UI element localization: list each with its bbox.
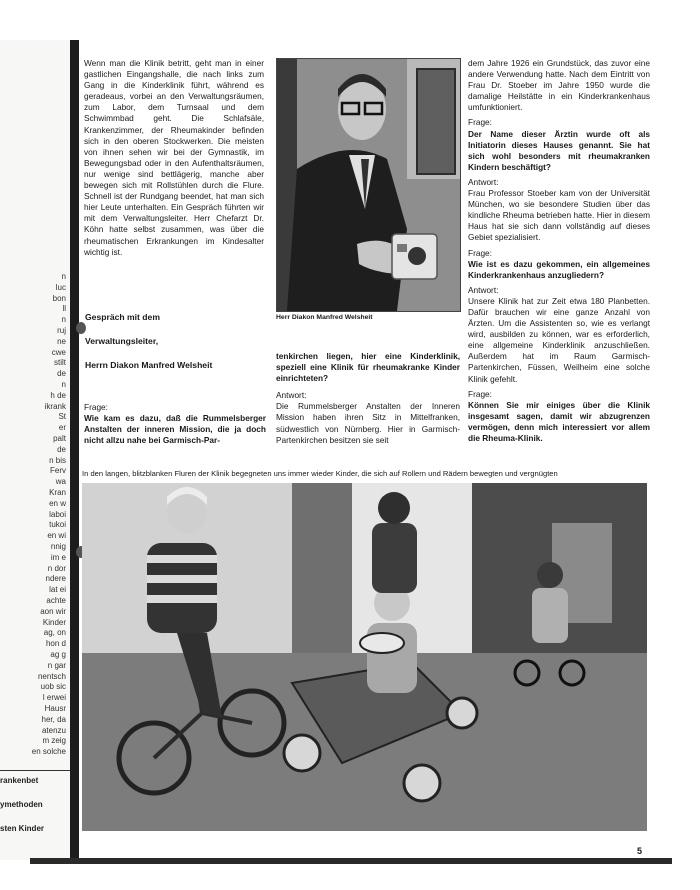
prev-page-fragment: ndere (45, 574, 66, 584)
prev-page-fragment: n gar (47, 660, 66, 670)
prev-page-fragment: ruj (57, 326, 66, 335)
children-photo (82, 483, 647, 831)
prev-page-fragment: n bis (49, 455, 66, 465)
prev-page-fragment: ag g (50, 650, 66, 659)
question-text: Können Sie mir einiges über die Klinik insgesamt sagen, damit wir abzugrenzen vermögen, denn mich interessiert vor allem die Rheuma-Klinik. (468, 399, 650, 443)
prev-page-fragment: m zeig (42, 736, 66, 746)
interview-heading (85, 312, 267, 384)
prev-page-fragment: ag, on (43, 628, 66, 638)
prev-page-fragment: n (61, 272, 66, 281)
answer-label: Antwort: (276, 390, 307, 401)
prev-page-fragment: St (58, 412, 66, 422)
prev-page-fragment: de (57, 369, 66, 379)
prev-page-fragment: tukoi (49, 520, 66, 530)
prev-page-fragment: Kinder (42, 617, 66, 627)
prev-page-fragment: wa (55, 477, 66, 487)
heading-line: Verwaltungsleiter, (85, 336, 159, 346)
heading-line: Gespräch mit dem (85, 312, 160, 322)
prev-page-fragment: luc (55, 282, 66, 292)
prev-page-fragment: en w (49, 498, 66, 508)
body-text: Wenn man die Klinik betritt, geht man in einer gastlichen Eingangshalle, die nach links zum Gang in die Kinderklinik führt, während es geradeaus, vorbei an den Verwaltungsräumen, zum Labor, dem Turnsaal und dem Schwimmbad geht. Die Schlafsäle, Krankenzimmer, der Rheumakinder befinden sich in den oberen Stockwerken. Die meisten von ihnen sehen wir bei der Gymnastik, im Bewegungsbad oder in den Aufenthaltsräumen, nur wenige sind bettlägerig, manche aber bewegen sich mit Rollstühlen durch die Flure. Schnell ist der Rundgang beendet, hat man sich hier Leute unterhalten. Ein Gespräch führten wir mit dem Verwaltungsleiter. Herr Chefarzt Dr. Köhn hatte selbst zusammen, was über die rheumatischen Erkrankungen im Kindesalter wichtig ist. (84, 58, 264, 257)
prev-page-fragment: Ferv (50, 466, 66, 476)
prev-page-fragment: n dor (47, 563, 66, 573)
portrait-caption: Herr Diakon Manfred Welsheit (276, 314, 373, 321)
question-text: Wie ist es dazu gekommen, ein allgemeines Kinderkrankenhaus anzugliedern? (468, 258, 650, 280)
prev-footer-line: ymethoden (0, 800, 43, 809)
prev-page-fragment: achte (46, 596, 66, 605)
previous-page-strip (0, 40, 70, 860)
prev-page-fragment: ll (62, 304, 66, 314)
divider (0, 770, 70, 771)
prev-page-fragment: her, da (41, 714, 66, 724)
prev-page-fragment: aon wir (40, 606, 66, 616)
question-text: tenkirchen liegen, hier eine Kinderklinik, speziell eine Klinik für rheumakranke Kinder einrichteten? (276, 351, 460, 384)
prev-page-fragment: de (57, 444, 66, 454)
prev-page-fragment: hon d (45, 639, 66, 649)
prev-page-fragment: stilt (54, 358, 66, 368)
prev-page-fragment: palt (53, 434, 66, 443)
column-3 (468, 58, 650, 448)
question-1 (84, 402, 266, 446)
question-label: Frage: (468, 247, 492, 258)
prev-page-fragment: n (61, 380, 66, 389)
column-2 (276, 351, 460, 446)
prev-page-fragment: im e (50, 552, 66, 562)
prev-page-fragment: bon (52, 293, 66, 303)
prev-page-fragment: Kran (49, 488, 66, 497)
prev-page-fragment: laboi (49, 509, 66, 519)
heading-line: Herrn Diakon Manfred Welsheit (85, 360, 213, 370)
column-1 (84, 58, 264, 262)
question-text: Wie kam es dazu, daß die Rummelsberger Anstalten der inneren Mission, die ja doch nicht allzu nahe bei Garmisch-Par- (84, 413, 266, 446)
prev-page-fragment: cwe (51, 347, 66, 357)
binding-spine (70, 40, 79, 860)
prev-page-fragment: ne (57, 336, 66, 346)
prev-page-fragment: h de (50, 390, 66, 400)
page-bottom-edge (30, 858, 672, 864)
question-text: Der Name dieser Ärztin wurde oft als Initiatorin dieses Hauses genannt. Sie hat sich wohl besonders mit rheumakranken Kindern beschäftigt? (468, 128, 650, 172)
prev-page-fragment: lat ei (49, 585, 66, 595)
prev-page-fragment: Hausr (44, 704, 66, 713)
prev-page-fragment: uob sic (40, 682, 66, 692)
portrait-photo (276, 58, 461, 312)
prev-page-fragment: er (58, 423, 66, 433)
prev-footer-line: rankenbet (0, 776, 39, 785)
children-photo-caption: In den langen, blitzblanken Fluren der Klinik begegneten uns immer wieder Kinder, die sich auf Rollern und Rädern bewegten und vergnügten (82, 469, 558, 478)
body-text: dem Jahre 1926 ein Grundstück, das zuvor eine andere Verwendung hatte. Nach dem Eintritt von Frau Dr. Stoeber im Jahre 1950 wurde die damalige Heilstätte in ein Kinderkrankenhaus umfunktioniert. (468, 58, 650, 113)
question-label: Frage: (84, 402, 108, 412)
page-number: 5 (637, 846, 643, 856)
question-label: Frage: (468, 388, 492, 399)
prev-page-fragment: en solche (31, 747, 66, 757)
prev-page-fragment: l erwei (42, 693, 66, 703)
answer-text: Frau Professor Stoeber kam von der Universität München, wo sie besondere Studien über das kindliche Rheuma betrieben hatte. Hier in diesem Haus hat sie sich dann vollständig auf dieses Gebiet spezialisiert. (468, 188, 650, 243)
prev-page-fragment: en wi (47, 531, 66, 541)
prev-page-fragment: n (61, 315, 66, 325)
answer-text: Unsere Klinik hat zur Zeit etwa 180 Planbetten. Dafür brauchen wir eine ganze Anzahl von Ärzten. Um die Assistenten so, wie es verlangt wird, ausbilden zu können, war es erforderlich, eine allgemeine Kinderklinik anzuschließen. Außerdem hat im Raum Garmisch-Partenkirchen, Füssen, Weilheim eine solche Klinik gefehlt. (468, 295, 650, 384)
prev-page-fragment: ikrank (44, 401, 66, 411)
answer-text: Die Rummelsberger Anstalten der Inneren Mission haben ihren Sitz in Mittelfranken, südwestlich von Nürnberg. Hier in Garmisch-Partenkirchen besitzen sie seit (276, 401, 460, 445)
answer-label: Antwort: (468, 284, 499, 295)
prev-page-fragment: nentsch (37, 671, 66, 681)
answer-label: Antwort: (468, 176, 499, 187)
prev-page-fragment: atenzu (41, 725, 66, 735)
prev-page-fragment: nnig (50, 542, 66, 551)
prev-footer-line: sten Kinder (0, 824, 45, 833)
question-label: Frage: (468, 117, 492, 128)
